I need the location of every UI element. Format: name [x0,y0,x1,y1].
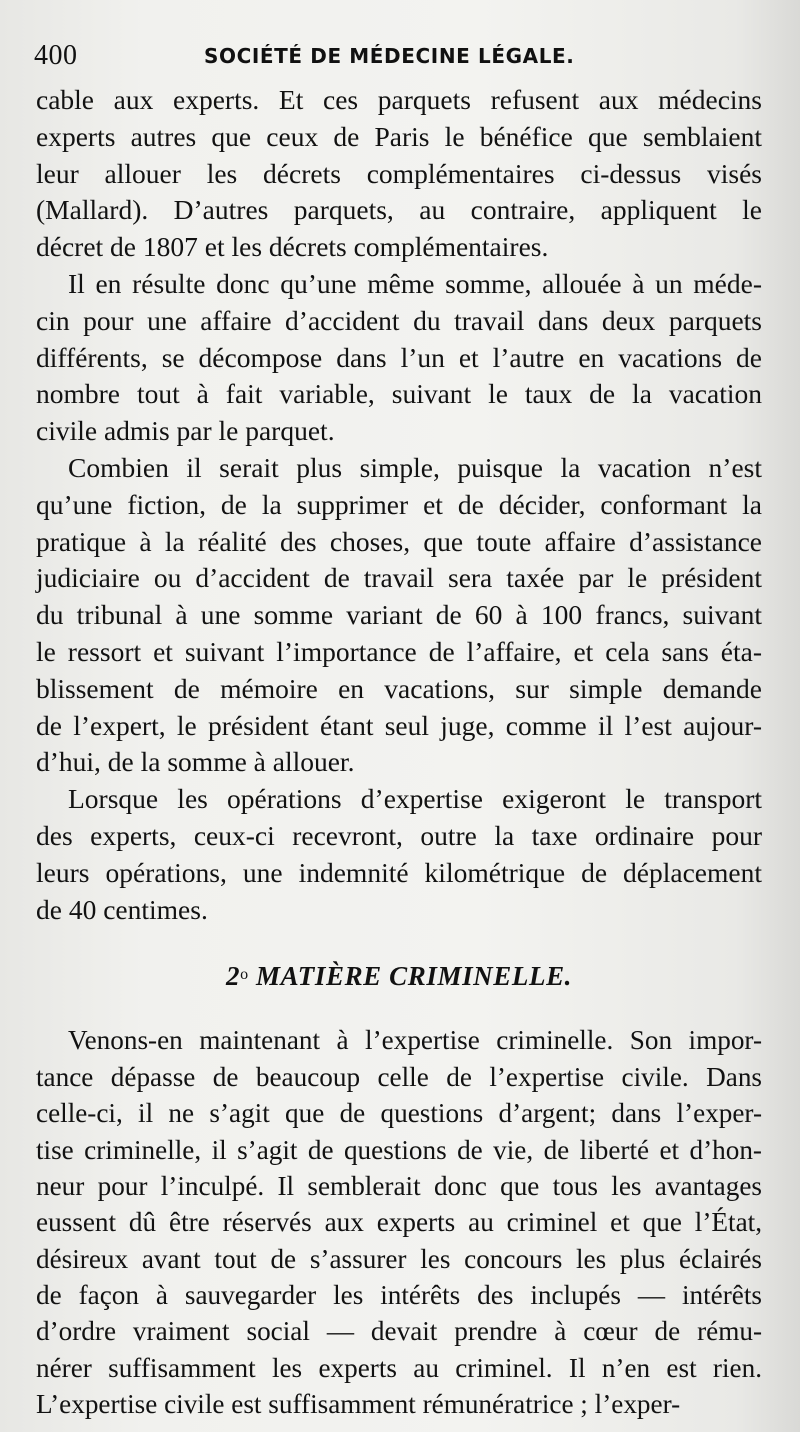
text-line: le ressort et suivant l’importance de l’affaire, et cela sans éta- [36,635,762,667]
text-block-civil [36,82,762,928]
paragraph [36,266,762,450]
paragraph [36,82,762,266]
paragraph [36,450,762,781]
page-header [34,40,774,80]
section-number: 2 [225,961,241,992]
paragraph [36,781,762,928]
text-line: Lorsque les opérations d’expertise exigeront le transport [68,783,762,815]
text-line: celle-ci, il ne s’agit que de questions d’argent; dans l’exper- [36,1098,762,1129]
text-line: du tribunal à une somme variant de 60 à 100 francs, suivant [36,599,762,631]
text-line: experts autres que ceux de Paris le bénéfice que semblaient [36,120,762,152]
section-ordinal: o [240,966,249,984]
text-line: désireux avant tout de s’assurer les concours les plus éclairés [36,1243,762,1274]
text-line: cable aux experts. Et ces parquets refusent aux médecins [36,84,762,115]
text-line: d’hui, de la somme à allouer. [36,746,355,778]
text-line: judiciaire ou d’accident de travail sera taxée par le président [36,562,762,594]
text-line: Il en résulte donc qu’une même somme, allouée à un méde- [68,267,762,299]
text-line: décret de 1807 et les décrets complémentaires. [36,231,549,263]
text-line: eussent dû être réservés aux experts au criminel et que l’État, [36,1207,762,1238]
text-line: L’expertise civile est suffisamment rémunératrice ; l’exper- [36,1389,681,1420]
text-line: Venons-en maintenant à l’expertise criminelle. Son impor- [68,1025,762,1056]
text-line: de l’expert, le président étant seul juge, comme il l’est aujour- [36,709,762,741]
text-line: nérer suffisamment les experts au criminel. Il n’en est rien. [36,1352,762,1383]
section-heading [36,928,762,1022]
running-title: SOCIÉTÉ DE MÉDECINE LÉGALE. [204,44,575,68]
text-line: leur allouer les décrets complémentaires ci-dessus visés [36,157,762,189]
paragraph [36,1022,762,1422]
text-line: blissement de mémoire en vacations, sur simple demande [36,672,762,704]
page-body [36,82,762,1423]
text-line: leurs opérations, une indemnité kilométrique de déplacement [36,856,762,888]
text-line: civile admis par le parquet. [36,415,335,447]
text-line: neur pour l’inculpé. Il semblerait donc que tous les avantages [36,1170,762,1201]
page-number: 400 [34,40,78,71]
text-line: qu’une fiction, de la supprimer et de décider, conformant la [36,488,762,520]
text-line: différents, se décompose dans l’un et l’autre en vacations de [36,341,762,373]
text-line: (Mallard). D’autres parquets, au contraire, appliquent le [36,194,762,226]
text-line: Combien il serait plus simple, puisque la vacation n’est [68,451,762,483]
text-line: cin pour une affaire d’accident du travail dans deux parquets [36,304,762,336]
text-line: de façon à sauvegarder les intérêts des inclupés — intérêts [36,1280,762,1311]
text-block-criminal [36,1022,762,1422]
text-line: tance dépasse de beaucoup celle de l’expertise civile. Dans [36,1061,762,1092]
text-line: tise criminelle, il s’agit de questions de vie, de liberté et d’hon- [36,1134,762,1165]
section-title: MATIÈRE CRIMINELLE. [256,961,573,992]
text-line: de 40 centimes. [36,893,208,925]
text-line: des experts, ceux-ci recevront, outre la taxe ordinaire pour [36,819,762,851]
text-line: nombre tout à fait variable, suivant le taux de la vacation [36,378,762,410]
text-line: d’ordre vraiment social — devait prendre à cœur de rému- [36,1316,762,1347]
text-line: pratique à la réalité des choses, que toute affaire d’assistance [36,525,762,557]
